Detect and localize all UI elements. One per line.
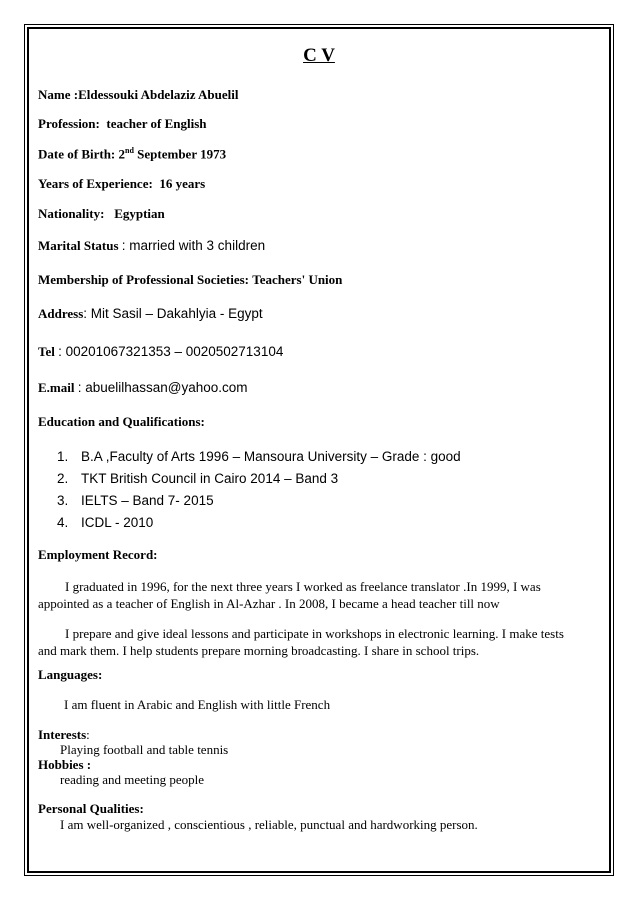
profession-row <box>38 116 207 132</box>
tel-label: Tel <box>38 344 55 359</box>
dob-rest: September 1973 <box>137 146 227 162</box>
interests-text: Playing football and table tennis <box>60 742 229 757</box>
tel-value: : 00201067321353 – 0020502713104 <box>58 344 284 359</box>
email-row <box>38 380 248 396</box>
experience-row <box>38 176 205 192</box>
languages-text: I am fluent in Arabic and English with little French <box>64 697 331 712</box>
education-item-number: 3. <box>57 493 69 508</box>
marital-label: Marital Status <box>38 238 119 253</box>
hobbies-heading: Hobbies : <box>38 757 92 772</box>
employment-paragraph-1: I graduated in 1996, for the next three years I worked as freelance translator .In 1999, I was appointed as a teacher of English in Al-Azhar . In 2008, I became a head teacher till now <box>38 579 541 611</box>
employment-paragraph-2: I prepare and give ideal lessons and participate in workshops in electronic learning. I make tests and mark them. I help students prepare morning broadcasting. I share in school trips. <box>38 626 564 658</box>
education-item-number: 4. <box>57 515 69 530</box>
employment-heading: Employment Record: <box>38 547 158 562</box>
nationality-value: Egyptian <box>114 206 165 221</box>
nationality-row <box>38 206 165 222</box>
marital-row <box>38 238 265 254</box>
education-item <box>57 449 461 464</box>
profession-value: teacher of English <box>106 116 207 131</box>
name-label: Name : <box>38 87 79 102</box>
email-value: : abuelilhassan@yahoo.com <box>77 380 248 395</box>
interests-row <box>38 727 90 743</box>
membership-value: Teachers' Union <box>252 272 343 287</box>
languages-heading: Languages: <box>38 667 103 682</box>
dob-label: Date of Birth: <box>38 146 116 162</box>
education-heading: Education and Qualifications: <box>38 414 205 429</box>
interests-colon: : <box>86 727 90 742</box>
email-label: E.mail <box>38 380 75 395</box>
dob-suffix: nd <box>125 146 134 155</box>
cv-title: C V <box>303 45 335 66</box>
education-item-text: IELTS – Band 7- 2015 <box>81 493 214 508</box>
qualities-text: I am well-organized , conscientious , reliable, punctual and hardworking person. <box>60 817 478 832</box>
profession-label: Profession: <box>38 116 100 131</box>
address-label: Address <box>38 306 84 321</box>
address-row <box>38 306 263 322</box>
name-value: Eldessouki Abdelaziz Abuelil <box>78 87 239 102</box>
education-item <box>57 515 153 530</box>
qualities-heading: Personal Qualities: <box>38 801 144 816</box>
education-item <box>57 471 338 486</box>
dob-row <box>38 146 226 162</box>
education-item-text: TKT British Council in Cairo 2014 – Band 3 <box>81 471 339 486</box>
nationality-label: Nationality: <box>38 206 105 221</box>
hobbies-text: reading and meeting people <box>60 772 205 787</box>
membership-label: Membership of Professional Societies: <box>38 272 249 287</box>
education-item-text: B.A ,Faculty of Arts 1996 – Mansoura University – Grade : good <box>81 449 461 464</box>
education-item-number: 1. <box>57 449 69 464</box>
address-value: : Mit Sasil – Dakahlyia - Egypt <box>83 306 263 321</box>
education-item <box>57 493 214 508</box>
tel-row <box>38 344 283 360</box>
dob-day: 2 <box>118 146 126 162</box>
education-item-number: 2. <box>57 471 69 486</box>
experience-label: Years of Experience: <box>38 176 153 191</box>
membership-row <box>38 272 342 288</box>
interests-heading: Interests <box>38 727 87 742</box>
name-row <box>38 87 238 103</box>
experience-value: 16 years <box>159 176 206 191</box>
education-item-text: ICDL - 2010 <box>81 515 154 530</box>
marital-value: : married with 3 children <box>121 238 266 253</box>
